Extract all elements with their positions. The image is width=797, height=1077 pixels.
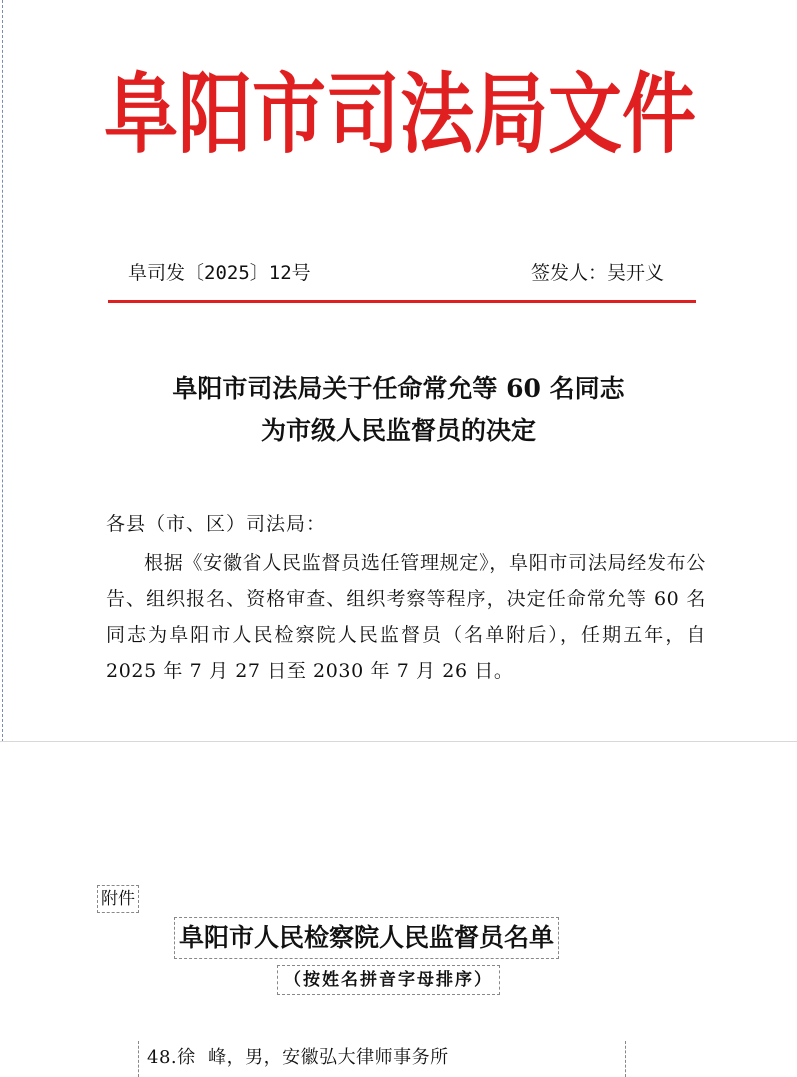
document-title-line-2: 为市级人民监督员的决定: [260, 416, 536, 445]
document-title-line-1: 阜阳市司法局关于任命常允等 60 名同志: [172, 374, 625, 403]
signer: 签发人：吴开义: [531, 262, 665, 284]
document-title: [80, 368, 717, 452]
supervisor-list-subtitle: （按姓名拼音字母排序）: [277, 965, 500, 995]
red-separator-rule: [108, 300, 696, 303]
supervisor-list-title: 阜阳市人民检察院人民监督员名单: [174, 917, 559, 959]
page-margin-guide: [2, 0, 3, 742]
decision-body: 根据《安徽省人民监督员选任管理规定》，阜阳市司法局经发布公告、组织报名、资格审查、组织考察等程序，决定任命常允等 60 名同志为阜阳市人民检察院人民监督员（名单附后），任期五年，自 2025 年 7 月 27 日至 2030 年 7 月 26 日。: [106, 552, 706, 682]
salutation: 各县（市、区）司法局：: [106, 513, 327, 535]
document-number: 阜司发〔2025〕12号: [128, 262, 311, 284]
page-bottom-edge: [0, 741, 797, 742]
list-item: [138, 1041, 626, 1077]
issuer-banner: 阜阳市司法局文件: [104, 64, 696, 166]
attachment-label: 附件: [97, 885, 139, 913]
list-item-text: 48.徐 峰，男，安徽弘大律师事务所: [147, 1047, 449, 1068]
